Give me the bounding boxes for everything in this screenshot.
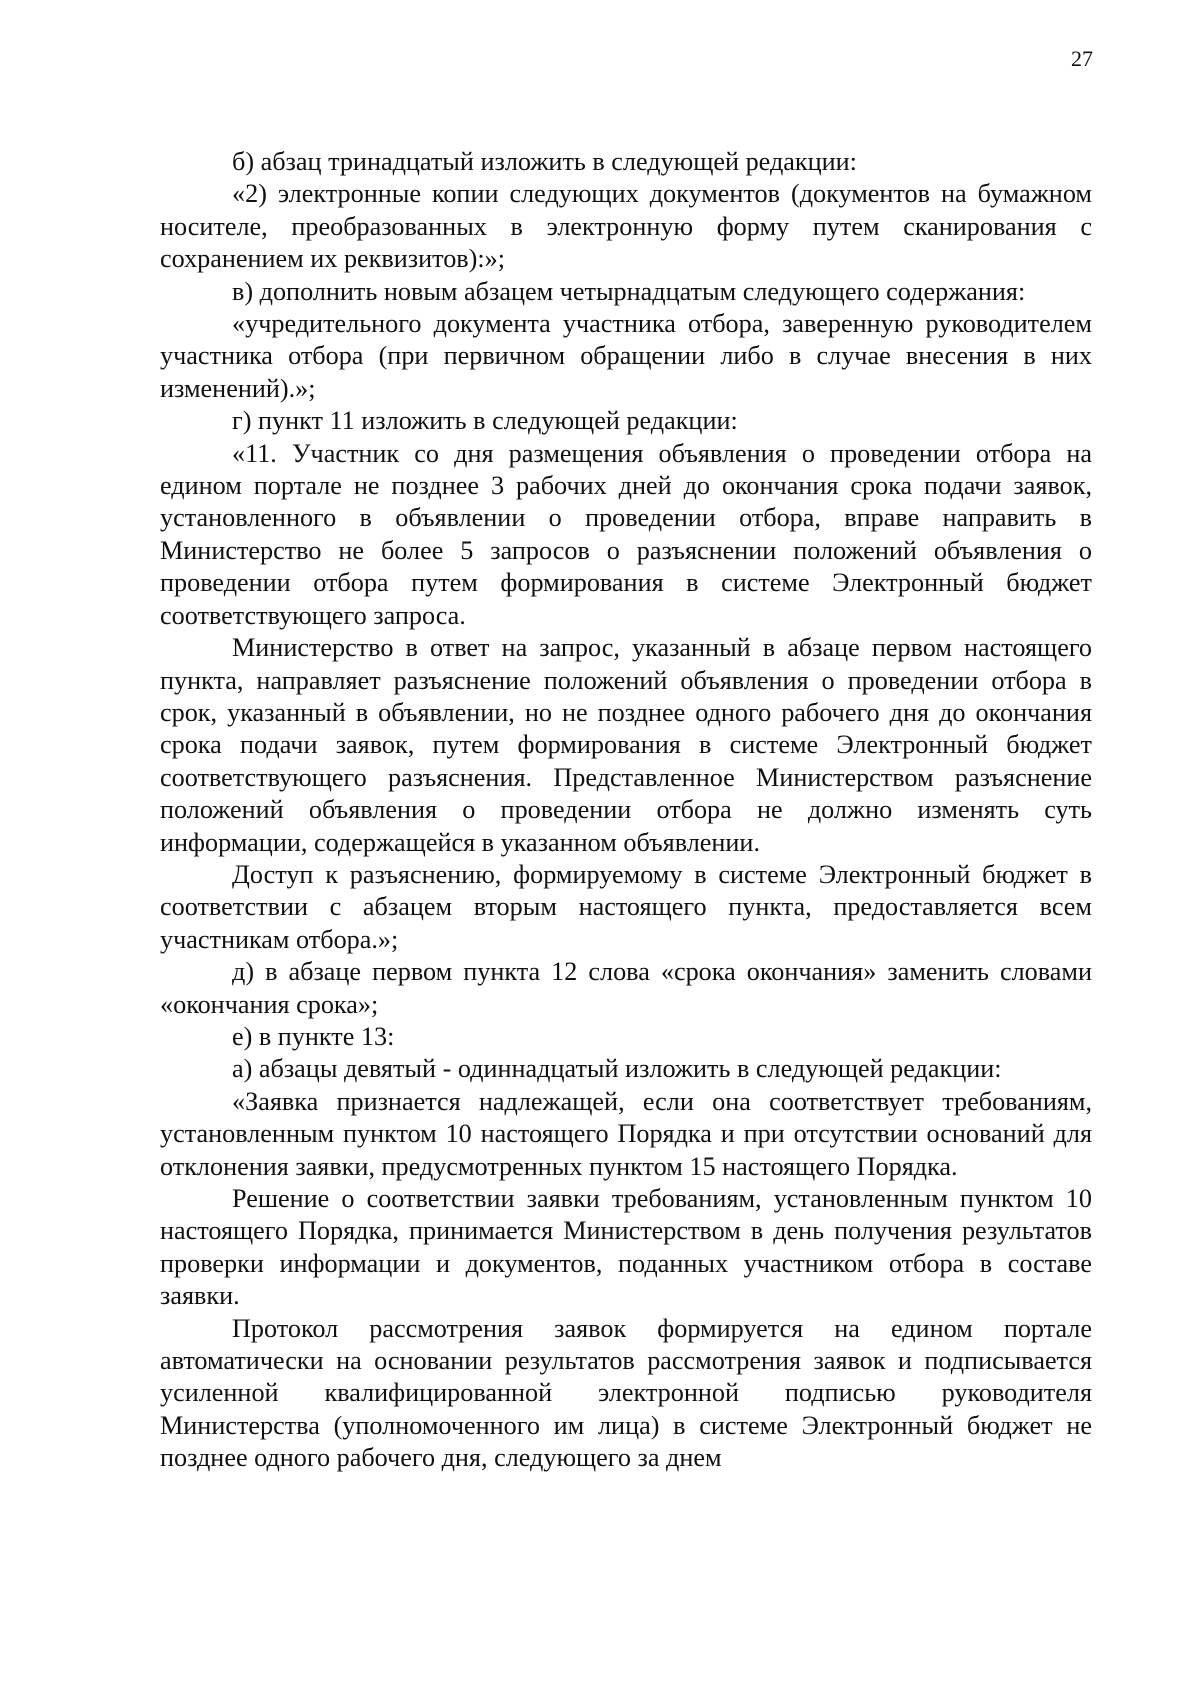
paragraph-d: д) в абзаце первом пункта 12 слова «срока окончания» заменить словами «окончания срока»;: [160, 957, 1092, 1019]
paragraph-protocol: Протокол рассмотрения заявок формируется на едином портале автоматически на основании результатов рассмотрения заявок и подписывается усиленной квалифицированной электронной подписью руководителя Министерства (уполномоченного им лица) в системе Электронный бюджет не позднее одного рабочего дня, следующего за днем: [160, 1313, 1092, 1473]
page-number: 27: [1071, 46, 1093, 71]
paragraph-e: е) в пункте 13:: [232, 1021, 395, 1051]
paragraph-v-text: «учредительного документа участника отбора, заверенную руководителем участника отбора (при первичном обращении либо в случае внесения в них изменений).»;: [160, 309, 1092, 403]
paragraph-item-11: «11. Участник со дня размещения объявления о проведении отбора на едином портале не позднее 3 рабочих дней до окончания срока подачи заявок, установленного в объявлении о проведении отбора, вправе направить в Министерство не более 5 запросов о разъяснении положений объявления о проведении отбора путем формирования в системе Электронный бюджет соответствующего запроса.: [160, 438, 1092, 630]
paragraph-v: в) дополнить новым абзацем четырнадцатым следующего содержания:: [232, 276, 1026, 306]
paragraph-b-text: «2) электронные копии следующих документов (документов на бумажном носителе, преобразованных в электронную форму путем сканирования с сохранением их реквизитов):»;: [160, 179, 1092, 274]
paragraph-decision: Решение о соответствии заявки требованиям, установленным пунктом 10 настоящего Порядка, принимается Министерством в день получения результатов проверки информации и документов, поданных участником отбора в составе заявки.: [160, 1184, 1092, 1311]
paragraph-b: б) абзац тринадцатый изложить в следующей редакции:: [232, 147, 857, 176]
paragraph-g: г) пункт 11 изложить в следующей редакции:: [232, 406, 738, 436]
paragraph-a: а) абзацы девятый - одиннадцатый изложить в следующей редакции:: [232, 1054, 1002, 1084]
paragraph-ministry-response: Министерство в ответ на запрос, указанный в абзаце первом настоящего пункта, направляет разъяснение положений объявления о проведении отбора в срок, указанный в объявлении, но не позднее одного рабочего дня до окончания срока подачи заявок, путем формирования в системе Электронный бюджет соответствующего разъяснения. Представленное Министерством разъяснение положений объявления о проведении отбора не должно изменять суть информации, содержащейся в указанном объявлении.: [160, 633, 1092, 857]
paragraph-access: Доступ к разъяснению, формируемому в системе Электронный бюджет в соответствии с абзацем вторым настоящего пункта, предоставляется всем участникам отбора.»;: [160, 859, 1092, 954]
paragraph-application: «Заявка признается надлежащей, если она соответствует требованиям, установленным пунктом 10 настоящего Порядка и при отсутствии оснований для отклонения заявки, предусмотренных пунктом 15 настоящего Порядка.: [160, 1086, 1092, 1181]
document-body: [160, 146, 1092, 1475]
